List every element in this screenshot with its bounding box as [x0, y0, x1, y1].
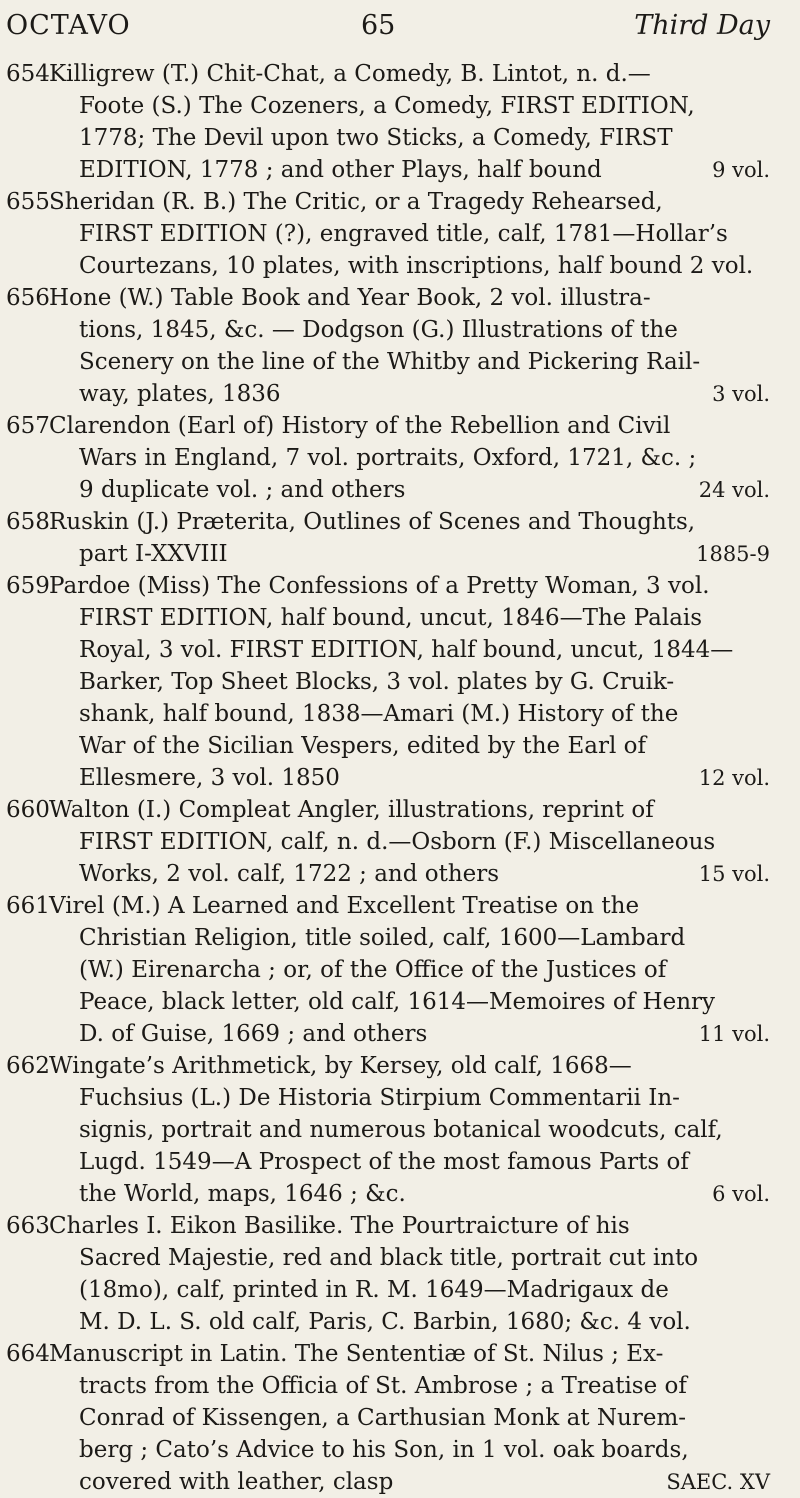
lot-description-text: Works, 2 vol. calf, 1722 ; and others	[79, 861, 500, 887]
lot-description-text: Foote (S.) The Cozeners, a Comedy, FIRST EDITION,	[79, 93, 695, 119]
lot-description-text: tracts from the Officia of St. Ambrose ; a Treatise of	[79, 1373, 687, 1399]
lot-entry	[6, 794, 770, 890]
lot-description-text: Christian Religion, title soiled, calf, 1600—Lambard	[79, 925, 686, 951]
lot-description-text: (W.) Eirenarcha ; or, of the Office of the Justices of	[79, 957, 667, 983]
lot-description-line	[49, 570, 770, 602]
lot-description-line	[49, 410, 770, 442]
running-head-format: OCTAVO	[6, 10, 131, 41]
lot-description-text: FIRST EDITION, half bound, uncut, 1846—The Palais	[79, 605, 703, 631]
lot-description-line	[49, 1242, 770, 1274]
lot-description-line	[49, 762, 770, 794]
lot-description-line	[49, 954, 770, 986]
lot-description-line	[49, 1146, 770, 1178]
lot-description-text: Fuchsius (L.) De Historia Stirpium Commentarii In-	[79, 1085, 680, 1111]
lot-volume-count: 3 vol.	[712, 382, 770, 406]
lot-entry	[6, 58, 770, 186]
lot-description-line	[49, 858, 770, 890]
lot-description-text: EDITION, 1778 ; and other Plays, half bound	[79, 157, 602, 183]
lot-description-line	[49, 314, 770, 346]
lot-description-text: tions, 1845, &c. — Dodgson (G.) Illustrations of the	[79, 317, 678, 343]
lot-entry	[6, 506, 770, 570]
lot-volume-count: 6 vol.	[712, 1182, 770, 1206]
lot-description-line	[49, 506, 770, 538]
lot-description-line	[49, 346, 770, 378]
lot-description-text: Wars in England, 7 vol. portraits, Oxford, 1721, &c. ;	[79, 445, 697, 471]
lot-description-text: M. D. L. S. old calf, Paris, C. Barbin, 1680; &c. 4 vol.	[79, 1309, 691, 1335]
lot-description-text: Pardoe (Miss) The Confessions of a Pretty Woman, 3 vol.	[49, 573, 710, 599]
lot-volume-count: SAEC. XV	[666, 1470, 770, 1494]
lot-volume-count: 24 vol.	[698, 478, 770, 502]
lot-entry	[6, 1338, 770, 1498]
lot-description-line	[49, 1274, 770, 1306]
lot-number: 661	[6, 893, 50, 919]
lot-description-line	[49, 1050, 770, 1082]
lot-number: 655	[6, 189, 50, 215]
lot-description-line	[49, 1370, 770, 1402]
lot-entry	[6, 1210, 770, 1338]
lot-description-line	[49, 90, 770, 122]
lot-volume-count: 12 vol.	[698, 766, 770, 790]
lot-number: 658	[6, 509, 50, 535]
lot-list	[6, 58, 770, 1498]
lot-description-text: Killigrew (T.) Chit-Chat, a Comedy, B. Lintot, n. d.—	[49, 61, 651, 87]
lot-number: 663	[6, 1213, 50, 1239]
lot-description-text: Virel (M.) A Learned and Excellent Treatise on the	[49, 893, 640, 919]
lot-description-text: the World, maps, 1646 ; &c.	[79, 1181, 406, 1207]
lot-description-text: Barker, Top Sheet Blocks, 3 vol. plates by G. Cruik-	[79, 669, 675, 695]
lot-number: 659	[6, 573, 50, 599]
lot-description-text: Courtezans, 10 plates, with inscriptions, half bound 2 vol.	[79, 253, 754, 279]
lot-description-text: Walton (I.) Compleat Angler, illustrations, reprint of	[49, 797, 654, 823]
lot-description-line	[49, 986, 770, 1018]
lot-number: 654	[6, 61, 50, 87]
lot-description-text: Manuscript in Latin. The Sententiæ of St. Nilus ; Ex-	[49, 1341, 664, 1367]
lot-description-text: berg ; Cato’s Advice to his Son, in 1 vol. oak boards,	[79, 1437, 689, 1463]
lot-volume-count: 9 vol.	[712, 158, 770, 182]
lot-description-line	[49, 1338, 770, 1370]
lot-description-line	[49, 602, 770, 634]
running-head-day: Third Day	[634, 10, 770, 41]
lot-description-line	[49, 1114, 770, 1146]
running-head	[6, 10, 770, 46]
lot-volume-count: 1885-9	[696, 542, 770, 566]
lot-description-line	[49, 826, 770, 858]
lot-description-line	[49, 890, 770, 922]
lot-description-line	[49, 186, 770, 218]
lot-description-line	[49, 474, 770, 506]
lot-description-line	[49, 1434, 770, 1466]
lot-description-line	[49, 538, 770, 570]
lot-number: 660	[6, 797, 50, 823]
lot-description-line	[49, 698, 770, 730]
lot-description-line	[49, 1018, 770, 1050]
lot-entry	[6, 570, 770, 794]
lot-description-text: Ellesmere, 3 vol. 1850	[79, 765, 340, 791]
lot-description-text: Lugd. 1549—A Prospect of the most famous Parts of	[79, 1149, 689, 1175]
lot-description-line	[49, 154, 770, 186]
lot-description-line	[49, 1466, 770, 1498]
lot-description-line	[49, 730, 770, 762]
lot-description-text: D. of Guise, 1669 ; and others	[79, 1021, 428, 1047]
lot-description-line	[49, 250, 770, 282]
lot-entry	[6, 1050, 770, 1210]
page-number: 65	[361, 10, 396, 41]
lot-description-line	[49, 1210, 770, 1242]
lot-number: 656	[6, 285, 50, 311]
lot-entry	[6, 410, 770, 506]
lot-description-text: Wingate’s Arithmetick, by Kersey, old calf, 1668—	[49, 1053, 632, 1079]
lot-description-text: FIRST EDITION (?), engraved title, calf, 1781—Hollar’s	[79, 221, 728, 247]
lot-description-text: Charles I. Eikon Basilike. The Pourtraicture of his	[49, 1213, 630, 1239]
lot-description-text: Scenery on the line of the Whitby and Pickering Rail-	[79, 349, 701, 375]
lot-description-line	[49, 442, 770, 474]
lot-description-line	[49, 1178, 770, 1210]
lot-number: 662	[6, 1053, 50, 1079]
lot-description-text: War of the Sicilian Vespers, edited by the Earl of	[79, 733, 646, 759]
lot-description-text: Royal, 3 vol. FIRST EDITION, half bound, uncut, 1844—	[79, 637, 734, 663]
lot-description-line	[49, 1402, 770, 1434]
lot-description-line	[49, 378, 770, 410]
lot-description-text: signis, portrait and numerous botanical woodcuts, calf,	[79, 1117, 723, 1143]
lot-description-line	[49, 794, 770, 826]
lot-description-line	[49, 218, 770, 250]
lot-description-line	[49, 1306, 770, 1338]
lot-description-text: FIRST EDITION, calf, n. d.—Osborn (F.) Miscellaneous	[79, 829, 716, 855]
lot-entry	[6, 186, 770, 282]
lot-entry	[6, 282, 770, 410]
lot-description-text: 9 duplicate vol. ; and others	[79, 477, 406, 503]
lot-description-text: Peace, black letter, old calf, 1614—Memoires of Henry	[79, 989, 716, 1015]
lot-description-text: Conrad of Kissengen, a Carthusian Monk at Nurem-	[79, 1405, 687, 1431]
lot-description-text: shank, half bound, 1838—Amari (M.) History of the	[79, 701, 679, 727]
lot-description-line	[49, 666, 770, 698]
lot-description-line	[49, 634, 770, 666]
lot-description-text: Clarendon (Earl of) History of the Rebellion and Civil	[49, 413, 671, 439]
lot-description-line	[49, 1082, 770, 1114]
lot-description-text: Ruskin (J.) Præterita, Outlines of Scenes and Thoughts,	[49, 509, 696, 535]
lot-number: 657	[6, 413, 50, 439]
lot-description-text: 1778; The Devil upon two Sticks, a Comedy, FIRST	[79, 125, 673, 151]
lot-description-text: part I-XXVIII	[79, 541, 228, 567]
lot-description-line	[49, 922, 770, 954]
lot-description-line	[49, 282, 770, 314]
lot-description-text: (18mo), calf, printed in R. M. 1649—Madrigaux de	[79, 1277, 669, 1303]
lot-description-text: covered with leather, clasp	[79, 1469, 394, 1495]
lot-volume-count: 11 vol.	[698, 1022, 770, 1046]
lot-description-text: Hone (W.) Table Book and Year Book, 2 vol. illustra-	[49, 285, 651, 311]
lot-description-line	[49, 58, 770, 90]
lot-description-text: way, plates, 1836	[79, 381, 281, 407]
lot-description-line	[49, 122, 770, 154]
lot-description-text: Sheridan (R. B.) The Critic, or a Tragedy Rehearsed,	[49, 189, 663, 215]
lot-volume-count: 15 vol.	[698, 862, 770, 886]
lot-entry	[6, 890, 770, 1050]
lot-description-text: Sacred Majestie, red and black title, portrait cut into	[79, 1245, 699, 1271]
lot-number: 664	[6, 1341, 50, 1367]
